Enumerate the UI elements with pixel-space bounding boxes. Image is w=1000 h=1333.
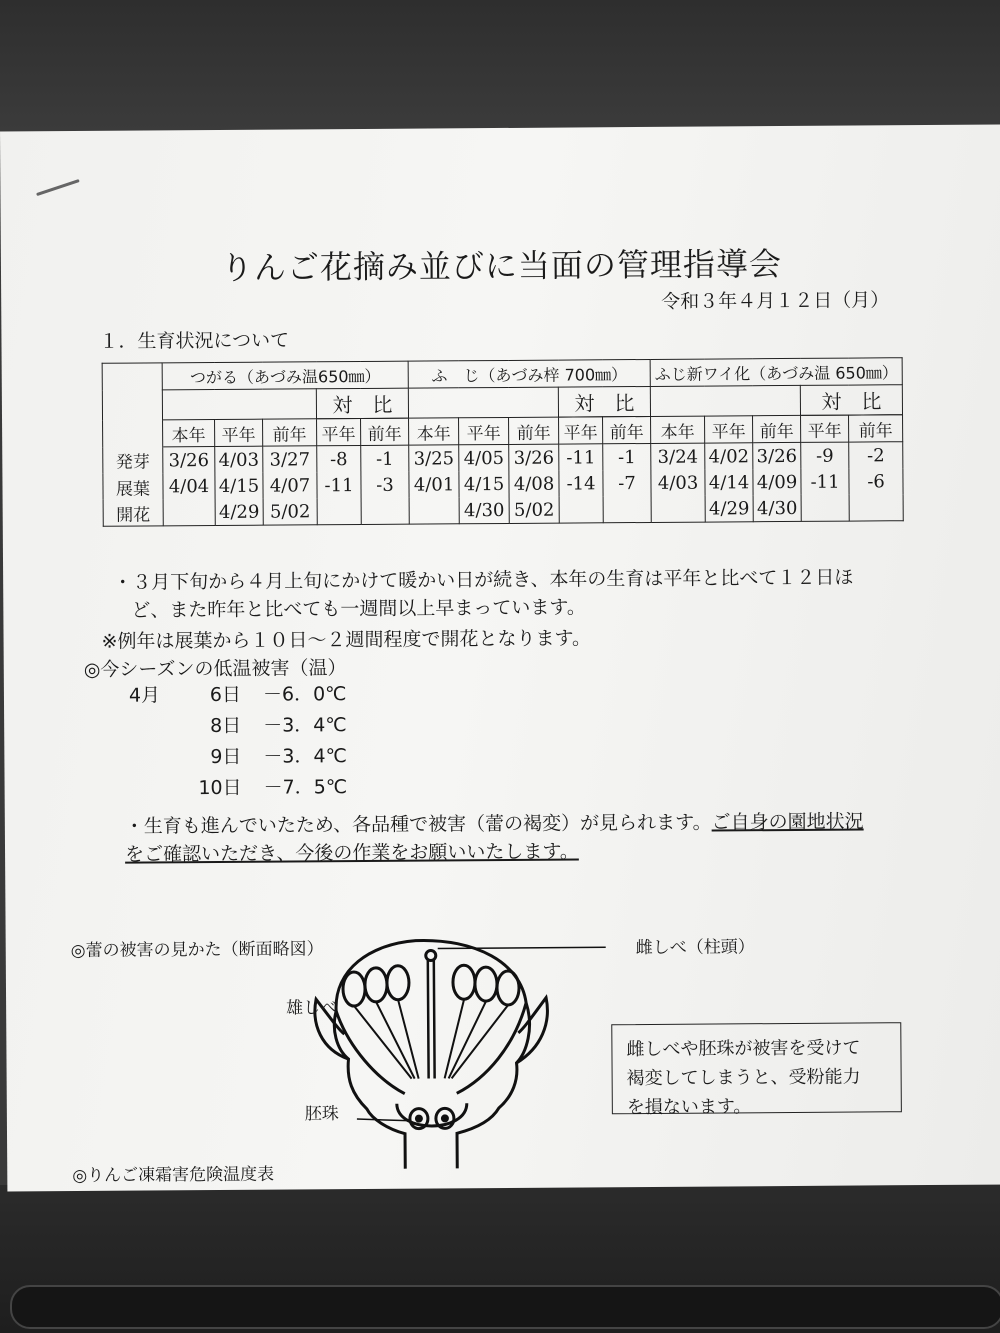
table-cell: 3/26 <box>163 446 215 473</box>
anther-right-3 <box>497 971 519 1005</box>
table-cell: 3/26 <box>509 444 559 471</box>
col-header: 前年 <box>509 417 559 444</box>
table-cell: -11 <box>801 469 849 495</box>
label-stamen: 雄しべ <box>286 998 338 1019</box>
table-corner <box>102 363 162 420</box>
diagram-title: ◎蕾の被害の見かた（断面略図） <box>70 939 324 962</box>
damage-note-box: 雌しべや胚珠が被害を受けて 褐変してしまうと、受粉能力 を損ないます。 <box>611 1022 902 1114</box>
pen-mark <box>36 179 80 196</box>
col-header: 前年 <box>361 418 409 445</box>
table-cell: 4/04 <box>163 473 215 499</box>
row-label: 開花 <box>103 499 163 526</box>
table-cell <box>849 494 903 521</box>
table-cell: 4/08 <box>509 471 559 497</box>
table-cell: 5/02 <box>263 498 317 525</box>
table-cell: 4/03 <box>651 470 705 496</box>
table-cell: 4/29 <box>215 499 263 526</box>
table-cell <box>559 496 603 523</box>
col-header: 平年 <box>705 416 753 443</box>
table-cell: -6 <box>849 468 903 494</box>
table-cell: 4/14 <box>705 469 753 495</box>
table-cell: -7 <box>603 470 651 496</box>
table-cell: 3/25 <box>409 445 459 472</box>
col-header: 本年 <box>651 416 705 443</box>
col-header: 前年 <box>753 415 801 442</box>
table-cell: 4/30 <box>753 495 801 522</box>
col-header: 平年 <box>317 418 361 445</box>
table-cell: 4/07 <box>263 472 317 498</box>
growth-paragraph <box>113 564 854 625</box>
table-cell: -9 <box>801 442 849 469</box>
table-cell: 3/24 <box>651 443 705 470</box>
bud-cross-section-diagram <box>276 927 608 1179</box>
col-header: 平年 <box>801 415 849 442</box>
damage-text: ・生育も進んでいたため、各品種で被害（蕾の褐変）が見られます。 <box>124 811 712 838</box>
style-stem <box>428 958 435 1078</box>
petal-right <box>516 998 548 1063</box>
table-cell <box>163 499 215 526</box>
receptacle <box>397 1103 467 1126</box>
low-temp-row: 9日 －3．4℃ <box>210 745 347 769</box>
variety-header: ふ じ（あづみ梓 700㎜） <box>408 359 650 388</box>
table-cell <box>801 495 849 522</box>
table-cell <box>603 496 651 523</box>
doc-title: りんご花摘み並びに当面の管理指導会 <box>220 245 783 287</box>
table-cell: -1 <box>603 443 651 470</box>
table-cell <box>317 498 361 525</box>
label-pistil: 雌しべ（柱頭） <box>635 937 755 959</box>
document-sheet <box>0 125 1000 1192</box>
table-cell: 4/03 <box>215 446 263 473</box>
table-cell <box>409 497 459 524</box>
damage-emphasis: ご自身の園地状況 <box>711 810 864 834</box>
table-cell: 4/30 <box>459 497 509 524</box>
paragraph-line: ・３月下旬から４月上旬にかけて暖かい日が続き、本年の生育は平年と比べて１２日ほ <box>113 566 854 594</box>
table-cell: -14 <box>559 470 603 496</box>
frost-table-title: ◎りんご凍霜害危険温度表 <box>72 1164 275 1187</box>
row-label: 発芽 <box>103 447 163 474</box>
col-header: 本年 <box>163 420 215 447</box>
stigma <box>426 950 436 960</box>
table-row <box>103 494 903 526</box>
table-cell: 4/15 <box>215 473 263 499</box>
table-cell: -11 <box>317 472 361 498</box>
col-header: 本年 <box>409 418 459 445</box>
binder-edge <box>10 1285 1000 1329</box>
table-cell: 5/02 <box>509 497 559 524</box>
low-temp-title: ◎今シーズンの低温被害（温） <box>83 657 347 681</box>
damage-paragraph <box>125 807 864 868</box>
paragraph-line: ど、また昨年と比べても一週間以上早まっています。 <box>131 596 586 622</box>
petal-inner-left <box>336 1011 405 1094</box>
table-cell: -3 <box>361 472 409 498</box>
pointer-line <box>438 947 608 948</box>
low-temp-row: 10日 －7．5℃ <box>198 776 348 800</box>
section-heading: １．生育状況について <box>99 329 290 353</box>
table-cell: 4/15 <box>459 471 509 497</box>
variety-header: つがる（あづみ温650㎜） <box>162 361 408 390</box>
filament-lines <box>354 999 509 1079</box>
low-temp-row: 4月 6日 －6．0℃ <box>128 683 347 707</box>
anther-left-2 <box>365 968 387 1002</box>
table-cell: 4/05 <box>459 444 509 471</box>
col-header: 前年 <box>849 415 903 442</box>
growth-table <box>102 357 904 527</box>
table-cell <box>651 496 705 523</box>
compare-header: 対 比 <box>558 386 650 417</box>
variety-header: ふじ新ワイ化（あづみ温 650㎜） <box>650 358 902 387</box>
col-header: 平年 <box>215 419 263 446</box>
low-temp-list <box>129 679 347 805</box>
col-header: 前年 <box>263 419 317 446</box>
table-cell: -8 <box>317 445 361 472</box>
doc-date: 令和３年４月１２日（月） <box>661 289 890 313</box>
table-cell: 3/26 <box>753 442 801 469</box>
row-label: 展葉 <box>103 473 163 499</box>
col-header: 前年 <box>603 416 651 443</box>
damage-emphasis: をご確認いただき、今後の作業をお願いいたします。 <box>124 840 579 866</box>
table-cell: 3/27 <box>263 446 317 473</box>
low-temp-row: 8日 －3．4℃ <box>209 714 347 738</box>
compare-header: 対 比 <box>800 385 902 416</box>
table-cell: 4/02 <box>705 443 753 470</box>
table-cell: -2 <box>849 442 903 469</box>
anther-left-3 <box>387 966 409 1000</box>
table-cell: 4/29 <box>705 495 753 522</box>
compare-header: 対 比 <box>316 388 408 419</box>
anther-right-2 <box>475 967 497 1001</box>
table-cell: -1 <box>361 445 409 472</box>
anther-left-1 <box>343 972 365 1006</box>
pointer-line <box>357 1119 407 1121</box>
table-cell: 4/09 <box>753 469 801 495</box>
col-header: 平年 <box>559 417 603 444</box>
col-header: 平年 <box>459 417 509 444</box>
table-cell: 4/01 <box>409 471 459 497</box>
label-ovule: 胚珠 <box>304 1104 339 1125</box>
anther-right-1 <box>453 965 475 999</box>
bloom-note: ※例年は展葉から１０日～２週間程度で開花となります。 <box>101 627 592 653</box>
table-cell <box>361 498 409 525</box>
table-cell: -11 <box>559 444 603 471</box>
